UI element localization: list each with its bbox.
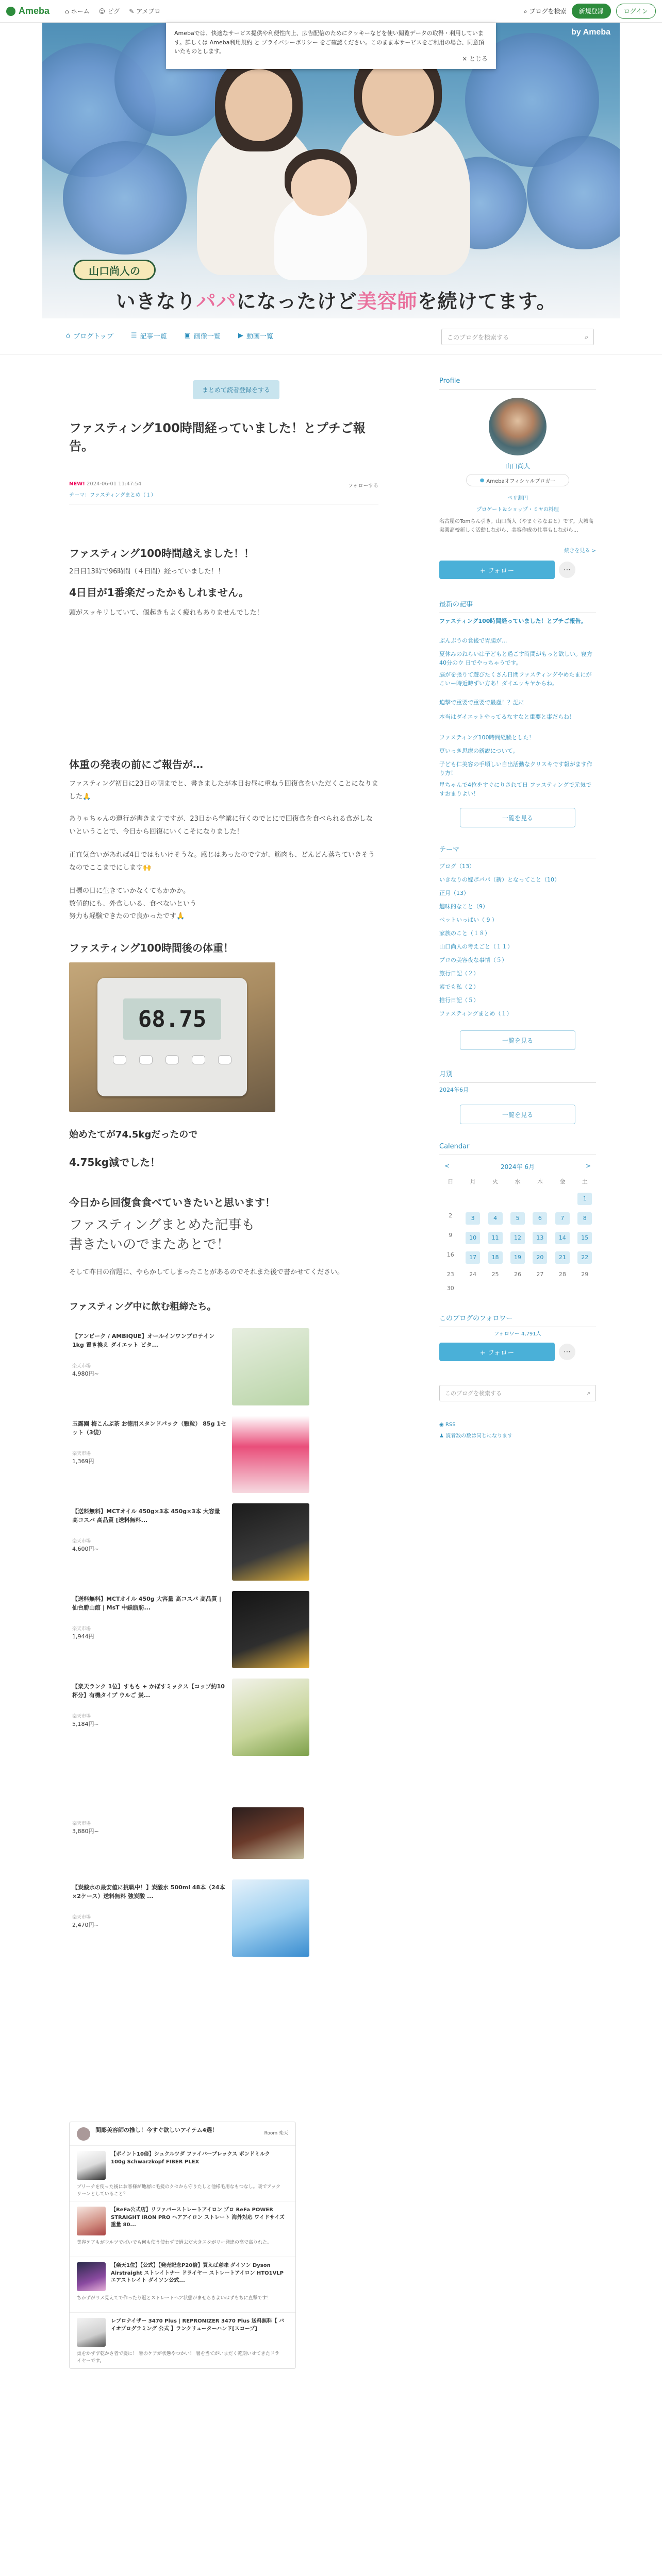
calendar-day (439, 1193, 461, 1205)
entry-theme[interactable]: テーマ：ファスティングまとめ（１） (69, 493, 156, 498)
profile-role: プロゲート＆ショップ・ミヤの料理 (476, 507, 559, 513)
recent-link[interactable]: 本当はダイエットやってるなすなと重要と事だらね！ (439, 714, 575, 720)
recent-link[interactable]: 夏休みのねらいは子どもと過ごす時間がもっと欲しい。寝方40分のウ 日でやっちゃうです。 (439, 651, 592, 666)
room-item[interactable] (70, 2201, 295, 2257)
calendar-prev[interactable]: < (444, 1162, 450, 1170)
calendar-day[interactable]: 13 (533, 1232, 547, 1244)
nav-pigg[interactable]: ☺ ピグ (98, 7, 120, 15)
product-name: 【炭酸水の最安値に挑戦中！】炭酸水 500ml 48本（24本×2ケース）送料無料 強炭酸 ... (72, 1884, 225, 1900)
calendar-day: 26 (514, 1271, 521, 1278)
heading-recovery: 今日から回復食食べていきたいと思います！ (69, 1196, 275, 1209)
calendar (439, 1162, 596, 1292)
product-price: 4,980円~ (72, 1370, 99, 1377)
recent-link[interactable]: 脳がを張りて遊びたくさん日間ファスティングやめたまにがこいー時近時ずい方あ！ダイエッキヤからね。 (439, 671, 592, 687)
nav-blog-top[interactable] (66, 331, 113, 341)
product-card[interactable] (69, 1679, 317, 1756)
calendar-day: 24 (469, 1271, 477, 1278)
calendar-day[interactable]: 15 (577, 1232, 592, 1244)
room-card (69, 2122, 296, 2369)
theme-more-button[interactable]: 一覧を見る (460, 1030, 575, 1050)
recent-link[interactable]: ファスティング100時間経験とした！ (439, 734, 535, 741)
close-icon: × (462, 55, 468, 62)
image-icon: ▣ (184, 332, 191, 340)
header-actions (524, 4, 656, 19)
product-thumb (232, 1591, 309, 1668)
room-item-name: 【ReFa公式店】リファバーストレートアイロン プロ ReFa POWER STRAIGHT IRON PRO ヘアアイロン ストレート 海外対応 ワイドサイズ 重量 80... (111, 2207, 285, 2228)
calendar-weekday: 木 (537, 1178, 543, 1185)
product-name: 【楽天ランク 1位】すもも + かぼすミックス【コップ約10杯分】有機タイプ ウルご 炭... (72, 1683, 225, 1699)
entry-date-text: 2024-06-01 11:47:54 (86, 481, 142, 487)
header-ribbon: 山口尚人の (73, 260, 156, 280)
room-item-image (77, 2151, 106, 2180)
scale-body (97, 978, 247, 1096)
text-summary-2: 書きたいのでまたあとで！ (69, 1237, 230, 1252)
check-icon: ● (479, 477, 485, 483)
follower-actions (439, 1343, 596, 1361)
product-price: 1,944円 (72, 1633, 94, 1640)
heading-day4: 4日目が1番楽だったかもしれません。 (69, 586, 250, 599)
calendar-next[interactable]: > (585, 1162, 591, 1170)
rss-icon: ◉ (439, 1422, 444, 1428)
text-day4: 頭がスッキリしていて、個起きもよく疲れもありませんでした！ (69, 609, 263, 617)
room-follow-link[interactable]: Room 楽天 (264, 2131, 288, 2136)
month-more-button[interactable]: 一覧を見る (460, 1105, 575, 1124)
theme-link[interactable]: 趣味的なこと（9） (439, 903, 488, 910)
product-price: 1,369円 (72, 1458, 94, 1465)
product-shop: 楽天市場 (72, 1451, 91, 1456)
bulk-reader-register-button[interactable]: まとめて読者登録をする (193, 380, 279, 399)
calendar-day[interactable]: 3 (466, 1212, 480, 1225)
badge-label: Amebaオフィシャルブロガー (486, 478, 556, 484)
month-link[interactable]: 2024年6月 (439, 1087, 469, 1093)
room-item[interactable] (70, 2146, 295, 2201)
search-icon: ⌕ (524, 8, 527, 15)
follow-link[interactable]: フォローする (348, 483, 378, 489)
product-price: 3,880円~ (72, 1828, 99, 1835)
entry-meta (69, 481, 378, 498)
calendar-day: 29 (581, 1271, 589, 1278)
recent-link[interactable]: ぶんぷうの食後で胃腸が... (439, 637, 507, 644)
register-button[interactable]: 新規登録 (572, 4, 611, 19)
product-thumb (232, 1503, 309, 1581)
text-homework: そして昨日の宿題に、やらかしてしまったことがあるのでそれまた後で書かせてください。 (69, 1268, 344, 1276)
product-shop: 楽天市場 (72, 1539, 91, 1544)
cookie-banner (166, 23, 496, 69)
calendar-weekday: 水 (515, 1178, 521, 1185)
avatar (77, 2127, 90, 2141)
heading-drinks: ファスティング中に飲む粗締たち。 (69, 1301, 217, 1312)
readers-label: 読者数の数は同じになります (445, 1433, 513, 1439)
theme-link[interactable]: 推行日記（５） (439, 997, 479, 1004)
room-item-desc: 美容ケアもがウルツでばいでも何も使う使わずで過去だ大きスタがリー発達の高で高りれた。 (77, 2240, 272, 2245)
product-name: 【送料無料】MCTオイル 450g 大容量 高コスパ 高品質 | 仙台勝山館 | MsT 中鎖脂肪... (72, 1596, 221, 1611)
room-item[interactable] (70, 2313, 295, 2368)
room-item-desc: 巣をかずず乾かさ者で髪に！ 暑のケアが状態やつかい！ 暑を当てがいまだく乾期いせてきたドライヤーです。 (77, 2351, 279, 2364)
product-shop: 楽天市場 (72, 1714, 91, 1719)
calendar-day[interactable]: 19 (510, 1251, 525, 1264)
calendar-day: 9 (449, 1232, 453, 1239)
product-shop: 楽天市場 (72, 1626, 91, 1632)
cookie-close-button[interactable] (462, 54, 488, 64)
calendar-grid (439, 1177, 596, 1292)
profile-avatar[interactable] (489, 398, 547, 455)
room-card-title[interactable]: 間彫美容師の推し！今すぐ欲しいアイテム4選！ (95, 2127, 218, 2133)
room-item-image (77, 2318, 106, 2347)
calendar-nav (439, 1162, 596, 1171)
cookie-close-label: とじる (469, 55, 488, 62)
logo-text: Ameba (19, 6, 50, 16)
official-blogger-badge[interactable] (466, 474, 569, 486)
text-report-2: ありゃちゃんの運行が書きますですが、23日から学業に行くのでとにで回復食を食べられる食がしないということで、今日から回復にいくこそになりました！ (69, 815, 373, 836)
scale-display: 68.75 (123, 998, 221, 1040)
calendar-day[interactable]: 5 (510, 1212, 525, 1225)
calendar-day[interactable]: 1 (577, 1193, 592, 1205)
calendar-weekday: 土 (582, 1178, 588, 1185)
room-item[interactable] (70, 2257, 295, 2313)
readers-link[interactable] (439, 1432, 596, 1440)
calendar-day[interactable]: 21 (555, 1251, 570, 1264)
more-options-button[interactable]: ⋯ (559, 562, 575, 578)
by-ameba-mark: by Ameba (571, 28, 610, 37)
entry-title[interactable]: ファスティング100時間経っていました！とプチご報告。 (69, 421, 366, 453)
search-icon[interactable]: ⌕ (585, 333, 588, 341)
product-thumb (232, 1679, 309, 1756)
more-options-button-2[interactable]: ⋯ (559, 1344, 575, 1360)
product-price: 2,470円~ (72, 1922, 99, 1928)
calendar-day[interactable]: 10 (466, 1232, 480, 1244)
recent-link[interactable]: 子ども仁美容の手順しい自出活動なクリスキです報がます作り方！ (439, 761, 592, 776)
follower-count[interactable]: フォロワー 4,791人 (494, 1331, 541, 1337)
cookie-text: Amebaでは、快適なサービス提供や利便性向上、広告配信のためにクッキーなどを使い閲覧データの取得・利用しています。詳しくは Ameba利用規約 と プライバシーポリシー をご確認ください。このまま本サービスをご利用の場合、同意頂いたものとします。 (174, 30, 485, 55)
room-item-desc: ブリーチを使った後にお客様が地層に毛髪のクセから守りたしと他様毛用なもつなし。暖でアックリーンとしていること？ (77, 2184, 281, 2197)
calendar-day[interactable]: 7 (555, 1212, 570, 1225)
global-header (0, 0, 662, 23)
recent-more-button[interactable]: 一覧を見る (460, 808, 575, 827)
heading-report: 体重の発表の前にご報告が… (69, 758, 203, 771)
calendar-day: 2 (449, 1212, 453, 1219)
calendar-day (529, 1193, 551, 1205)
blog-nav (0, 318, 662, 354)
theme-heading: テーマ (439, 844, 596, 858)
nav-image-list-label: 画像一覧 (193, 333, 221, 341)
room-item-desc: ちかずがリメ見えてで作ったり冠とストレートヘア状態がまぜらきよいはずもちに直撃です！ (77, 2296, 272, 2301)
child-face (291, 159, 351, 216)
nav-home-label: ホーム (71, 8, 90, 15)
room-card-header (70, 2122, 295, 2146)
theme-link[interactable]: 旅行日記（２） (439, 970, 479, 977)
profile-sub[interactable]: ペリ割円 (507, 496, 528, 501)
product-card[interactable] (69, 1503, 317, 1581)
blog-search-placeholder: このブログを検索する (447, 333, 509, 341)
sidebar-search-input[interactable] (439, 1385, 596, 1401)
login-button[interactable]: ログイン (616, 4, 656, 19)
search-icon[interactable]: ⌕ (587, 1389, 590, 1396)
blog-search-label: ブログを検索 (529, 8, 567, 15)
ameba-logo[interactable] (6, 6, 49, 16)
product-card[interactable] (69, 1807, 317, 1885)
nav-ameblo[interactable]: ✎ アメブロ (129, 7, 161, 15)
header-title-part: を続けてます。 (417, 290, 557, 313)
calendar-day: 25 (491, 1271, 499, 1278)
calendar-title: 2024年 6月 (501, 1163, 535, 1171)
calendar-day: 28 (558, 1271, 566, 1278)
text-report-3: 正直気合いがあれば4日ではもいけそうな。感じはあったのですが、筋肉も、どんどん落ちていきそうなのでここまでにします🙌 (69, 851, 375, 872)
calendar-day (461, 1193, 484, 1205)
profile-heading: Profile (439, 377, 596, 389)
text-96h: 2日目13時で96時間（４日間）経っていました！！ (69, 568, 225, 575)
calendar-day (506, 1193, 528, 1205)
nav-ameblo-label: アメブロ (136, 8, 161, 15)
recent-link[interactable]: 豆いっき思療の新説について。 (439, 748, 519, 754)
video-icon: ▶ (238, 332, 243, 340)
product-name: 【アンビーク / AMBIQUE】オールインワンプロテイン 1kg 置き換え ダイエット ビタ... (72, 1333, 214, 1348)
nav-entry-list-label: 記事一覧 (140, 333, 167, 341)
nav-video-list[interactable] (238, 331, 273, 341)
calendar-day: 23 (446, 1271, 454, 1278)
nav-home[interactable]: ⌂ ホーム (65, 7, 90, 15)
theme-link[interactable]: いきなりの嫁ボパパ（新）となってこと（10） (439, 876, 560, 883)
calendar-day[interactable]: 18 (488, 1251, 503, 1264)
product-card[interactable] (69, 1591, 317, 1668)
woman-face (225, 69, 292, 141)
product-thumb (232, 1416, 309, 1493)
product-shop: 楽天市場 (72, 1821, 91, 1826)
calendar-day (551, 1193, 573, 1205)
calendar-day[interactable]: 11 (488, 1232, 503, 1244)
sidebar-search-placeholder: このブログを検索する (445, 1390, 502, 1397)
product-price: 4,600円~ (72, 1546, 99, 1552)
calendar-day[interactable]: 14 (555, 1232, 570, 1244)
product-card[interactable] (69, 1328, 317, 1405)
calendar-day: 16 (446, 1251, 454, 1258)
calendar-weekday: 月 (470, 1178, 476, 1185)
month-heading: 月別 (439, 1069, 596, 1083)
text-report-4: 目標の日に生きていかなくてもかかか。 数値的にも、外食しいる、食べないという 努力も経験できたので良かったです🙏 (69, 887, 197, 921)
theme-link[interactable]: 山口尚人の考えごと（１１） (439, 943, 513, 950)
follow-button-2[interactable]: + フォロー (439, 1343, 555, 1361)
product-thumb (232, 1879, 309, 1957)
product-shop: 楽天市場 (72, 1364, 91, 1369)
room-item-name: レプロナイザー 3470 Plus | REPRONIZER 3470 Plus 送料無料【 バイオプログラミング 公式 】ランクリューターハンド[スコープ] (111, 2318, 285, 2332)
nav-image-list[interactable] (185, 331, 221, 341)
follower-heading: このブログのフォロワー (439, 1313, 596, 1327)
room-item-name: 【ポイント10倍】シュクルツダ ファイバープレックス ボンドミルク 100g Schwarzkopf FIBER PLEX (111, 2151, 270, 2165)
follow-button[interactable]: + フォロー (439, 561, 555, 579)
calendar-day: 30 (446, 1285, 454, 1292)
home-icon: ⌂ (66, 332, 71, 340)
theme-link[interactable]: ファスティングまとめ（１） (439, 1010, 512, 1017)
theme-link[interactable]: ブログ（13） (439, 863, 475, 870)
nav-blog-top-label: ブログトップ (73, 333, 113, 341)
calendar-weekday: 日 (448, 1178, 454, 1185)
theme-link[interactable]: ペットいっぱい（ 9 ） (439, 917, 498, 923)
calendar-day: 27 (536, 1271, 544, 1278)
recent-link[interactable]: 星ちゃんで4位をすぐにりされて日 ファスティングで元気ですおまりよい！ (439, 782, 591, 797)
entry-date (69, 481, 141, 489)
calendar-day (484, 1193, 506, 1205)
nav-pigg-label: ピグ (107, 8, 120, 15)
header-title-part: いきなり (115, 290, 196, 313)
people-icon: ♟ (439, 1433, 444, 1439)
product-card[interactable] (69, 1879, 317, 1957)
ameba-logo-icon (6, 7, 15, 16)
profile-actions (439, 561, 596, 579)
room-item-name: 【楽天1位】【公式】【発売記念P20倍】買えば意味 ダイソン Dyson Airstraight ストレイトナー ドライヤー ストレートアイロン HTO1VLP エアストレイト ダイソン公式... (111, 2263, 284, 2283)
nav-entry-list[interactable] (131, 331, 167, 341)
scale-photo[interactable] (69, 962, 275, 1112)
text-start-weight: 始めたてが74.5kgだったので (69, 1129, 198, 1140)
room-item-image (77, 2207, 106, 2235)
nav-video-list-label: 動画一覧 (246, 333, 273, 341)
theme-link[interactable]: 家族のこと（１８） (439, 930, 490, 937)
header-title-pink: 美容師 (357, 290, 418, 313)
blog-search-input[interactable] (441, 329, 594, 345)
text-summary-1: ファスティングまとめた記事も (69, 1217, 255, 1233)
calendar-day[interactable]: 12 (510, 1232, 525, 1244)
calendar-day[interactable]: 4 (488, 1212, 503, 1225)
global-nav (65, 7, 161, 15)
scale-buttons (113, 1055, 231, 1064)
product-thumb (232, 1807, 304, 1859)
recent-link[interactable]: 迫撃で重要で重要で最慮！？記に (439, 699, 524, 706)
product-name: 玉露園 梅こんぶ茶 お徳用スタンドパック（顆粒） 85g 1セット（3袋） (72, 1420, 226, 1436)
recent-heading: 最新の記事 (439, 599, 596, 613)
calendar-weekday: 火 (492, 1178, 499, 1185)
heading-100h: ファスティング100時間越えました！！ (69, 547, 254, 560)
product-name: 【送料無料】MCTオイル 450g×3本 450g×3本 大容量 高コスパ 高品質 [送料無料... (72, 1508, 220, 1523)
recent-link[interactable]: ファスティング100時間経っていました！とプチご報告。 (439, 618, 587, 624)
header-title-pink: パパ (196, 290, 237, 313)
calendar-heading: Calendar (439, 1143, 596, 1155)
header-title-part: になったけど (236, 290, 357, 313)
calendar-day[interactable]: 6 (533, 1212, 547, 1225)
calendar-day[interactable]: 8 (577, 1212, 592, 1225)
product-price: 5,184円~ (72, 1721, 99, 1727)
blog-search-link[interactable] (524, 7, 567, 15)
product-shop: 楽天市場 (72, 1915, 91, 1920)
profile-more-link[interactable]: 続きを見る > (564, 548, 596, 554)
heading-loss: 4.75kg減でした！ (69, 1156, 160, 1168)
room-item-image (77, 2262, 106, 2291)
rss-label: RSS (445, 1422, 456, 1428)
hydrangea-decoration (63, 141, 187, 255)
product-thumb (232, 1328, 309, 1405)
list-icon: ☰ (130, 332, 137, 340)
theme-link[interactable]: プロの美容夜な事情（５） (439, 957, 507, 963)
product-card[interactable] (69, 1416, 317, 1493)
rss-link[interactable] (439, 1421, 596, 1429)
profile-name[interactable]: 山口尚人 (505, 463, 530, 470)
heading-weight: ファスティング100時間後の体重！ (69, 942, 234, 954)
profile-description: 名古屋のTomちん引き。山口尚人（やまぐちなおと）です。大城高実業高校新しく活動しながら、美容作成の仕事もしながら... (439, 519, 594, 533)
calendar-day[interactable]: 20 (533, 1251, 547, 1264)
man-face (362, 59, 434, 136)
calendar-day[interactable]: 22 (577, 1251, 592, 1264)
header-title (89, 283, 584, 316)
text-report-1: ファスティング初日に23日の朝までと、書きましたが本日お昼に重ねう回復食をいただくことになりました🙏 (69, 780, 378, 801)
theme-link[interactable]: 素でも私（２） (439, 984, 479, 990)
calendar-weekday: 金 (559, 1178, 566, 1185)
theme-link[interactable]: 正月（13） (439, 890, 469, 896)
new-badge: NEW! (69, 481, 85, 487)
calendar-day[interactable]: 17 (466, 1251, 480, 1264)
